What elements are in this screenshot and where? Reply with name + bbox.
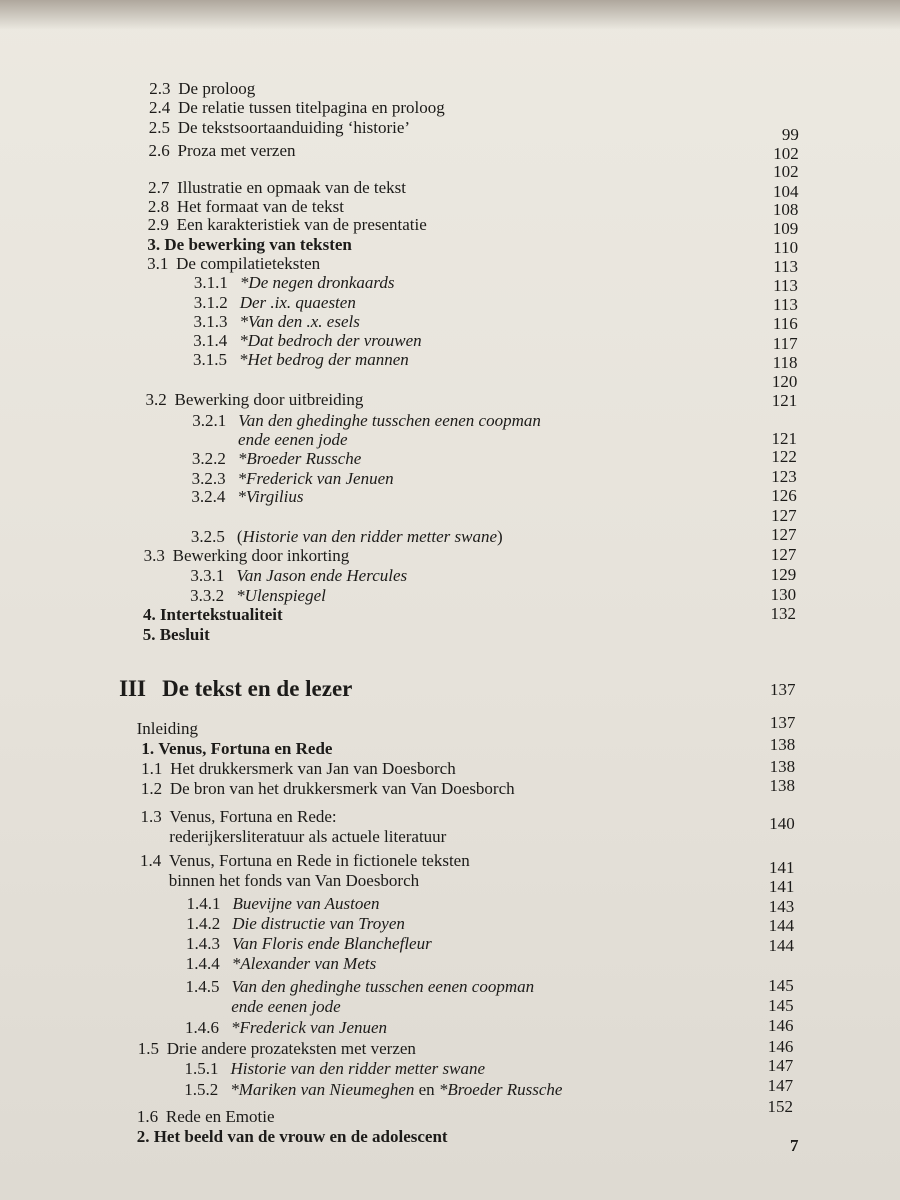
toc-entry-number: 1.1 xyxy=(141,759,163,778)
toc-entry-page: 113 xyxy=(773,276,798,295)
toc-entry-page: 99 xyxy=(781,125,799,144)
toc-entry-title xyxy=(169,826,446,848)
toc-entry-page: 152 xyxy=(767,1097,794,1116)
toc-entry-title xyxy=(169,850,470,872)
toc-entry-text: Historie van den ridder metter swane xyxy=(230,1059,485,1078)
toc-entry-page: 116 xyxy=(772,314,798,333)
toc-entry-title xyxy=(177,214,427,236)
toc-entry-title xyxy=(231,1058,486,1080)
toc-entry-number: 1.4.1 xyxy=(186,894,221,913)
toc-entry-text: Rede en Emotie xyxy=(165,1107,275,1126)
toc-entry-text: De relatie tussen titelpagina en proloog xyxy=(178,98,445,117)
toc-entry-page: 108 xyxy=(772,200,799,219)
toc-entry-number: 1.5 xyxy=(137,1039,159,1058)
toc-entry-title xyxy=(169,870,419,892)
toc-entry-number: 3.2.1 xyxy=(192,411,227,430)
toc-entry-text: De compilatieteksten xyxy=(176,254,321,273)
toc-entry-text: *Frederick van Jenuen xyxy=(237,469,394,488)
toc-entry-text: Bewerking door uitbreiding xyxy=(174,390,364,409)
toc-entry-text: *Virgilius xyxy=(237,487,304,506)
toc-entry-text: Inleiding xyxy=(136,719,198,738)
toc-entry-page: 127 xyxy=(771,506,797,525)
toc-entry-text: De bewerking van teksten xyxy=(164,235,352,254)
toc-entry-title xyxy=(173,545,350,567)
toc-entry-page: 138 xyxy=(769,776,795,795)
toc-entry-number: 1.4.3 xyxy=(186,934,220,953)
toc-entry-page: 132 xyxy=(770,604,796,623)
toc-section-heading xyxy=(0,676,900,706)
toc-entry-page: 143 xyxy=(768,897,795,916)
toc-entry-text: Proza met verzen xyxy=(177,141,296,160)
toc-entry-text: De bron van het drukkersmerk van Van Doesborch xyxy=(169,779,515,798)
toc-entry-number: 3.3.2 xyxy=(190,586,225,605)
toc-entry-page: 137 xyxy=(769,713,796,732)
toc-entry-number: 3.1.3 xyxy=(193,312,228,331)
toc-entry-title xyxy=(232,933,432,955)
toc-entry-page: 146 xyxy=(767,1037,794,1056)
toc-entry-text: ende eenen jode xyxy=(231,997,341,1016)
toc-entry-page: 126 xyxy=(771,486,797,505)
toc-entry-number: 3.3 xyxy=(143,546,165,565)
toc-entry-page: 110 xyxy=(773,238,799,257)
toc-entry-text: *Broeder Russche xyxy=(237,449,362,468)
toc-entry-text: *Alexander van Mets xyxy=(231,954,377,973)
toc-entry-text: Der .ix. quaesten xyxy=(239,293,356,312)
toc-entry-page: 113 xyxy=(773,257,799,276)
toc-entry-number: 1. xyxy=(141,739,155,758)
toc-entry-text: *Ulenspiegel xyxy=(236,586,326,605)
toc-entry-text: Besluit xyxy=(159,625,210,644)
toc-entry-text: Van Jason ende Hercules xyxy=(236,566,408,585)
toc-entry-text: De proloog xyxy=(178,79,256,98)
toc-entry-title xyxy=(167,1038,416,1060)
toc-entry-title xyxy=(170,778,515,800)
toc-entry-number: 1.3 xyxy=(140,807,162,826)
toc-entry-page: 130 xyxy=(770,585,797,604)
toc-entry xyxy=(0,1126,900,1150)
toc-entry-text: Drie andere prozateksten met verzen xyxy=(166,1039,416,1058)
toc-entry-title xyxy=(231,976,534,998)
toc-entry-number: 1.4.4 xyxy=(185,954,220,973)
toc-entry-text: Het formaat van de tekst xyxy=(176,197,344,216)
toc-entry-page: 146 xyxy=(768,1016,794,1035)
toc-entry-title xyxy=(166,1106,275,1128)
toc-entry-title xyxy=(238,448,362,470)
toc-entry-number: 3.1.4 xyxy=(193,331,228,350)
toc-entry-number: 1.4.2 xyxy=(186,914,221,933)
toc-entry-number: 1.4 xyxy=(140,851,162,870)
toc-entry-text: *Broeder Russche xyxy=(438,1080,563,1099)
toc-entry-number: 2.7 xyxy=(148,178,170,197)
toc-entry-number: 5. xyxy=(142,625,156,644)
toc-entry-number: 3.2 xyxy=(145,390,167,409)
toc-entry-number: 4. xyxy=(142,605,156,624)
toc-entry-text: en xyxy=(414,1080,439,1099)
toc-entry-title xyxy=(137,718,198,740)
toc-entry-page: 147 xyxy=(767,1076,794,1095)
toc-entry-page: 113 xyxy=(772,295,798,314)
toc-entry-text: *Van den .x. esels xyxy=(239,312,360,331)
toc-entry-page: 144 xyxy=(768,936,794,955)
toc-entry-text: Intertekstualiteit xyxy=(159,605,283,624)
toc-entry-text: Het drukkersmerk van Jan van Doesborch xyxy=(170,759,456,778)
toc-entry-page: 121 xyxy=(771,391,798,410)
toc-entry-number: 2.6 xyxy=(148,141,170,160)
toc-entry-title xyxy=(231,1017,387,1039)
toc-entry-text: De tekstsoortaanduiding ‘historie’ xyxy=(177,118,411,137)
toc-entry-number: 3. xyxy=(147,235,161,254)
toc-entry-number: 3.1.2 xyxy=(193,293,228,312)
toc-entry-title xyxy=(175,389,364,411)
toc-entry-title xyxy=(232,913,405,935)
toc-entry-number: 3.1.1 xyxy=(193,273,228,292)
toc-entry-text: *Het bedrog der mannen xyxy=(239,350,409,369)
page-number: 7 xyxy=(790,1136,799,1155)
toc-entry-number: 1.6 xyxy=(136,1107,159,1126)
toc-entry-title xyxy=(240,272,395,294)
toc-entry-title xyxy=(170,806,337,828)
toc-entry-text: *De negen dronkaards xyxy=(239,273,395,292)
toc-entry-text: ende eenen jode xyxy=(238,430,348,449)
toc-entry-page: 145 xyxy=(768,996,794,1015)
toc-entry-number: 1.2 xyxy=(140,779,163,798)
toc-entry-title xyxy=(162,676,352,702)
toc-entry-page: 123 xyxy=(771,467,797,486)
toc-entry-title xyxy=(160,604,283,626)
toc-entry-page: 141 xyxy=(768,858,795,877)
toc-entry xyxy=(0,778,900,802)
toc-entry-text: ) xyxy=(497,527,503,546)
toc-entry xyxy=(0,117,900,144)
toc-entry-page: 129 xyxy=(770,565,797,584)
toc-entry-number: 3.2.4 xyxy=(191,487,226,506)
toc-entry-number: 3.2.3 xyxy=(191,469,226,488)
toc-entry-title xyxy=(170,758,456,780)
toc-entry-number: 1.5.2 xyxy=(184,1080,219,1099)
toc-entry-page: 144 xyxy=(768,916,795,935)
toc-entry-text: Bewerking door inkorting xyxy=(172,546,350,565)
toc-entry-page: 120 xyxy=(771,372,798,391)
toc-entry-text: *Dat bedroch der vrouwen xyxy=(239,331,422,350)
toc-entry-title xyxy=(178,97,445,119)
toc-entry-text: Die distructie van Troyen xyxy=(232,914,405,933)
toc-entry-number: 2. xyxy=(136,1127,150,1146)
toc-entry-number: 3.2.5 xyxy=(190,527,225,546)
toc-entry-page: 140 xyxy=(769,814,795,833)
toc-entry-page: 137 xyxy=(770,680,796,699)
toc-entry-text: Van den ghedinghe tusschen eenen coopman xyxy=(231,977,535,996)
toc-entry-number: 1.4.5 xyxy=(185,977,220,996)
toc-entry-page: 102 xyxy=(773,162,799,181)
toc-entry-page: 127 xyxy=(770,545,797,564)
toc-entry-title xyxy=(232,953,376,975)
toc-entry-page: 127 xyxy=(770,525,797,544)
toc-entry-number: 3.3.1 xyxy=(190,566,225,585)
toc-entry-number: 2.4 xyxy=(149,98,171,117)
toc-entry-number: 2.5 xyxy=(148,118,171,137)
toc-entry-text: Venus, Fortuna en Rede in fictionele teksten xyxy=(169,851,470,870)
toc-entry-number: 3.2.2 xyxy=(191,449,226,468)
toc-entry-number: 3.1 xyxy=(147,254,169,273)
toc-entry-text: Illustratie en opmaak van de tekst xyxy=(177,178,407,197)
toc-entry-text: binnen het fonds van Van Doesborch xyxy=(168,871,420,890)
toc-entry-text: ( xyxy=(236,527,243,546)
toc-entry-text: Een karakteristiek van de presentatie xyxy=(176,215,427,234)
toc-entry-text: Van Floris ende Blanchefleur xyxy=(232,934,432,953)
toc-entry-text: *Frederick van Jenuen xyxy=(230,1018,388,1037)
toc-entry-text: Van den ghedinghe tusschen eenen coopman xyxy=(238,411,541,430)
toc-entry-page: 145 xyxy=(768,976,794,995)
toc-entry-page: 102 xyxy=(773,144,799,163)
toc-entry-number: 3.1.5 xyxy=(193,350,227,369)
toc-entry-text: Het beeld van de vrouw en de adolescent xyxy=(153,1127,448,1146)
toc-entry-title xyxy=(154,1126,448,1148)
toc-entry-text: Venus, Fortuna en Rede: xyxy=(169,807,337,826)
toc-entry-text: Historie van den ridder metter swane xyxy=(242,527,498,546)
toc-entry-title xyxy=(158,738,332,760)
toc-entry-page: 147 xyxy=(767,1056,794,1075)
toc-entry-number: 2.9 xyxy=(147,215,169,234)
toc-entry-text: Venus, Fortuna en Rede xyxy=(158,739,333,758)
toc-entry-page: 122 xyxy=(771,447,797,466)
toc-entry-page: 117 xyxy=(772,334,798,353)
toc-entry-number: 1.4.6 xyxy=(184,1018,219,1037)
toc-entry-page: 118 xyxy=(772,353,798,372)
toc-entry-page: 104 xyxy=(773,182,799,201)
toc-entry-number: 2.3 xyxy=(149,79,171,98)
toc-entry-title xyxy=(160,624,210,646)
toc-entry-title xyxy=(232,893,379,915)
toc-entry-title xyxy=(239,349,409,371)
toc-entry-page: 109 xyxy=(772,219,799,238)
toc-entry-page: 141 xyxy=(768,877,795,896)
toc-entry-text: Buevijne van Austoen xyxy=(232,894,380,913)
toc-entry-text: De tekst en de lezer xyxy=(162,676,353,701)
toc-entry-title xyxy=(178,117,410,139)
toc-entry-number: 2.8 xyxy=(147,197,170,216)
toc-entry-page: 138 xyxy=(769,735,796,754)
toc-entry-title xyxy=(230,1079,562,1101)
toc-entry-page: 121 xyxy=(771,429,798,448)
toc-entry-title xyxy=(231,996,341,1018)
toc-entry-text: *Mariken van Nieumeghen xyxy=(230,1080,415,1099)
toc-entry-text: rederijkersliteratuur als actuele literatuur xyxy=(169,827,447,846)
toc-entry-number: 1.5.1 xyxy=(184,1059,219,1078)
toc-entry-page: 138 xyxy=(769,757,796,776)
toc-entry-title xyxy=(236,565,407,587)
toc-entry-number: III xyxy=(119,676,146,701)
toc-entry-title xyxy=(237,486,303,508)
